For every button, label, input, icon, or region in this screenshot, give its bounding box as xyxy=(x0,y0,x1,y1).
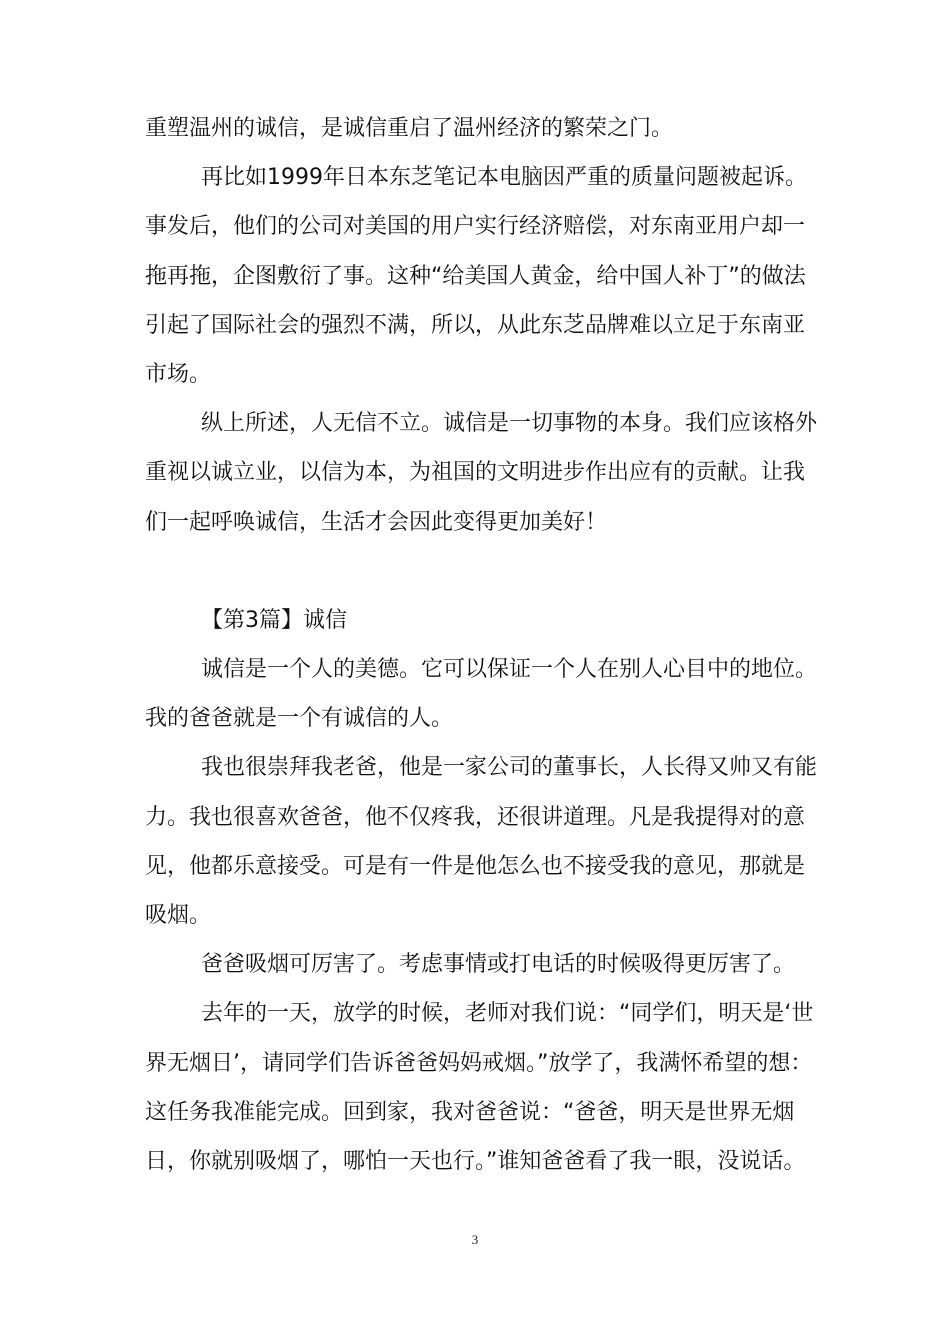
page-number: 3 xyxy=(471,1232,479,1247)
paragraph: 重塑温州的诚信，是诚信重启了温州经济的繁荣之门。 xyxy=(145,116,674,141)
paragraph: 我也很崇拜我老爸，他是一家公司的董事长，人长得又帅又有能力。我也很喜欢爸爸，他不仅疼我，还很讲道理。凡是我提得对的意见，他都乐意接受。可是有一件是他怎么也不接受我的意见，那就是吸烟。 xyxy=(145,755,818,929)
section-spacer xyxy=(145,547,817,596)
body-text xyxy=(145,104,817,1186)
paragraph: 再比如1999年日本东芝笔记本电脑因严重的质量问题被起诉。事发后，他们的公司对美国的用户实行经济赔偿，对东南亚用户却一拖再拖，企图敷衍了事。这种“给美国人黄金，给中国人补丁”的做法引起了国际社会的强烈不满，所以，从此东芝品牌难以立足于东南亚市场。 xyxy=(145,165,807,388)
paragraph: 爸爸吸烟可厉害了。考虑事情或打电话的时候吸得更厉害了。 xyxy=(201,952,796,978)
paragraph: 纵上所述，人无信不立。诚信是一切事物的本身。我们应该格外重视以诚立业，以信为本，为祖国的文明进步作出应有的贡献。让我们一起呼唤诚信，生活才会因此变得更加美好！ xyxy=(145,411,818,535)
section-heading: 【第3篇】诚信 xyxy=(201,607,347,633)
paragraph: 诚信是一个人的美德。它可以保证一个人在别人心目中的地位。我的爸爸就是一个有诚信的人。 xyxy=(145,657,818,732)
paragraph: 去年的一天，放学的时候，老师对我们说：“同学们，明天是‘世界无烟日’，请同学们告诉爸爸妈妈戒烟。”放学了，我满怀希望的想：这任务我准能完成。回到家，我对爸爸说：“爸爸，明天是世界无烟日，你就别吸烟了，哪怕一天也行。”谁知爸爸看了我一眼，没说话。 xyxy=(145,1001,814,1175)
